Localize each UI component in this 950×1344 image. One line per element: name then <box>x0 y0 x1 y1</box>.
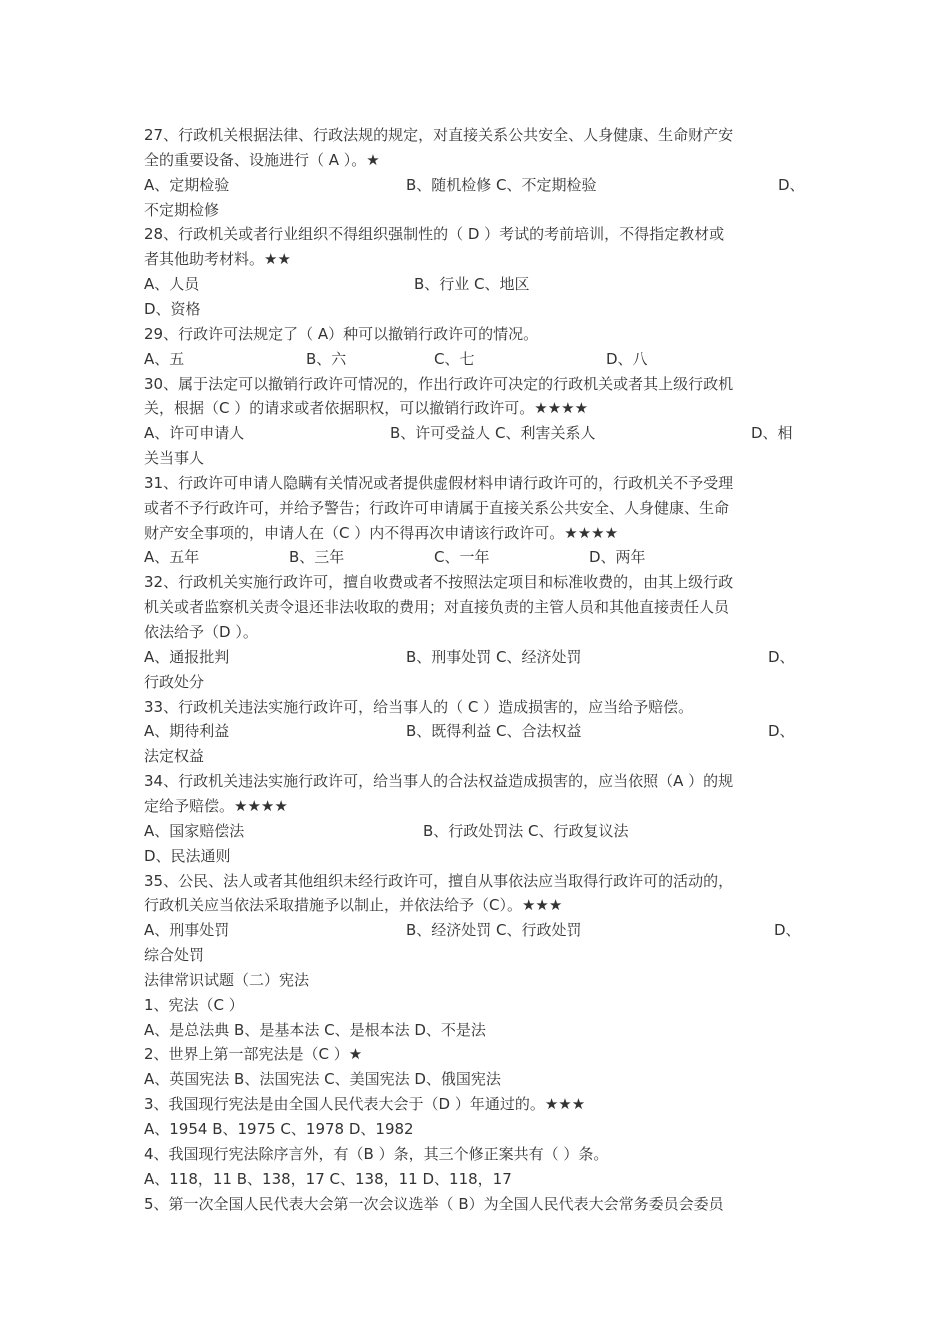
option-item: A、期待利益 <box>144 722 230 741</box>
text-line: 者其他助考材料。★★ <box>144 250 291 269</box>
option-row <box>144 173 814 198</box>
text-line: 4、我国现行宪法除序言外，有（B ）条，其三个修正案共有（ ）条。 <box>144 1144 609 1163</box>
text-line: A、118，11 B、138，17 C、138，11 D、118，17 <box>144 1169 512 1188</box>
option-item: D、八 <box>606 349 648 368</box>
text-line: 定给予赔偿。★★★★ <box>144 796 288 815</box>
text-line: 全的重要设备、设施进行（ A ）。★ <box>144 150 380 169</box>
option-item: B、行政处罚法 C、行政复议法 <box>423 821 629 840</box>
option-item: D、 <box>768 647 795 666</box>
text-line: 2、世界上第一部宪法是（C ）★ <box>144 1045 363 1064</box>
text-line: D、民法通则 <box>144 846 231 865</box>
option-row <box>144 545 814 570</box>
text-line: 31、行政许可申请人隐瞒有关情况或者提供虚假材料申请行政许可的，行政机关不予受理 <box>144 473 734 492</box>
option-item: D、两年 <box>589 548 646 567</box>
text-line: 1、宪法（C ） <box>144 995 244 1014</box>
option-item: D、 <box>774 921 801 940</box>
text-line: 33、行政机关违法实施行政许可，给当事人的（ C ）造成损害的，应当给予赔偿。 <box>144 697 694 716</box>
option-row <box>144 272 814 297</box>
text-line: 依法给予（D ）。 <box>144 623 258 641</box>
text-line: 关，根据（C ）的请求或者依据职权，可以撤销行政许可。★★★★ <box>144 399 589 418</box>
text-line: 机关或者监察机关责令退还非法收取的费用；对直接负责的主管人员和其他直接责任人员 <box>144 598 730 617</box>
text-line: 32、行政机关实施行政许可，擅自收费或者不按照法定项目和标准收费的，由其上级行政 <box>144 573 734 592</box>
text-line: 3、我国现行宪法是由全国人民代表大会于（D ）年通过的。★★★ <box>144 1095 586 1114</box>
text-line: 法定权益 <box>144 747 205 766</box>
option-item: B、随机检修 C、不定期检验 <box>406 175 597 194</box>
option-item: B、许可受益人 C、利害关系人 <box>390 424 596 443</box>
text-line: D、资格 <box>144 299 201 318</box>
option-item: B、六 <box>306 349 347 368</box>
text-line: A、1954 B、1975 C、1978 D、1982 <box>144 1120 414 1138</box>
option-item: A、国家赔偿法 <box>144 821 245 840</box>
option-row <box>144 645 814 670</box>
text-line: 35、公民、法人或者其他组织未经行政许可，擅自从事依法应当取得行政许可的活动的， <box>144 871 734 890</box>
text-line: 27、行政机关根据法律、行政法规的规定，对直接关系公共安全、人身健康、生命财产安 <box>144 126 734 144</box>
text-line: 财产安全事项的，申请人在（C ）内不得再次申请该行政许可。★★★★ <box>144 523 619 542</box>
option-row <box>144 918 814 943</box>
option-item: B、既得利益 C、合法权益 <box>406 722 582 741</box>
option-item: D、 <box>778 175 805 194</box>
text-line: 30、属于法定可以撤销行政许可情况的，作出行政许可决定的行政机关或者其上级行政机 <box>144 374 734 393</box>
option-item: A、定期检验 <box>144 175 230 194</box>
option-item: B、刑事处罚 C、经济处罚 <box>406 647 582 666</box>
text-line: 行政机关应当依法采取措施予以制止，并依法给予（C）。★★★ <box>144 896 563 915</box>
option-row <box>144 819 814 844</box>
option-item: D、 <box>768 722 795 741</box>
option-item: A、刑事处罚 <box>144 921 230 940</box>
text-line: A、是总法典 B、是基本法 C、是根本法 D、不是法 <box>144 1020 486 1039</box>
text-line: 29、行政许可法规定了（ A）种可以撤销行政许可的情况。 <box>144 324 539 343</box>
text-line: 34、行政机关违法实施行政许可，给当事人的合法权益造成损害的，应当依照（A ）的规 <box>144 772 734 791</box>
option-item: B、行业 C、地区 <box>414 275 530 294</box>
option-row <box>144 421 814 446</box>
text-line: 不定期检修 <box>144 200 220 219</box>
option-item: B、三年 <box>289 548 345 567</box>
text-line: 法律常识试题（二）宪法 <box>144 970 310 989</box>
text-line: 或者不予行政许可，并给予警告；行政许可申请属于直接关系公共安全、人身健康、生命 <box>144 498 730 517</box>
option-item: C、七 <box>434 349 475 368</box>
text-line: 5、第一次全国人民代表大会第一次会议选举（ B）为全国人民代表大会常务委员会委员 <box>144 1194 724 1213</box>
option-item: B、经济处罚 C、行政处罚 <box>406 921 582 940</box>
option-row <box>144 719 814 744</box>
option-row <box>144 347 814 372</box>
option-item: A、许可申请人 <box>144 424 245 443</box>
option-item: A、人员 <box>144 275 200 294</box>
text-line: 行政处分 <box>144 672 205 691</box>
text-line: A、英国宪法 B、法国宪法 C、美国宪法 D、俄国宪法 <box>144 1070 501 1089</box>
text-line: 28、行政机关或者行业组织不得组织强制性的（ D ）考试的考前培训，不得指定教材或 <box>144 225 725 244</box>
option-item: A、五 <box>144 349 185 368</box>
text-line: 关当事人 <box>144 449 205 468</box>
option-item: D、相 <box>751 424 793 443</box>
option-item: C、一年 <box>434 548 490 567</box>
option-item: A、五年 <box>144 548 200 567</box>
text-line: 综合处罚 <box>144 946 205 965</box>
option-item: A、通报批判 <box>144 647 230 666</box>
